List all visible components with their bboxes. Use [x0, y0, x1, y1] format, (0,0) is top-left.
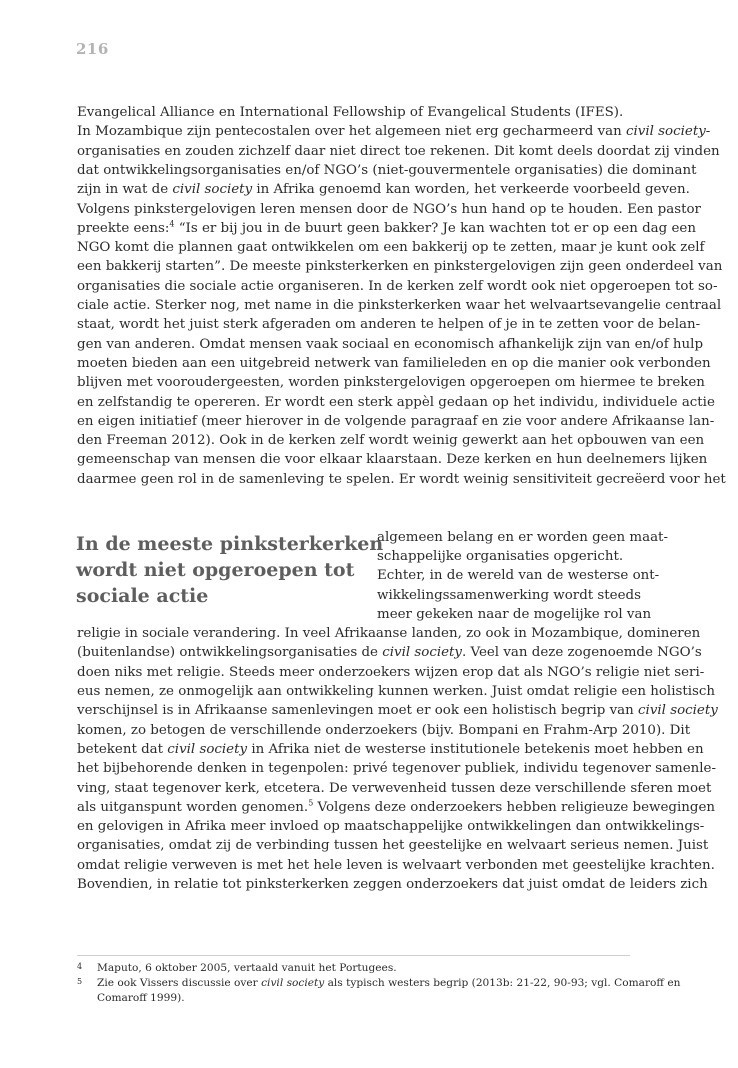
- text-line: organisaties, omdat zij de verbinding tussen het geestelijke en welvaart serieus nemen. Juist: [77, 838, 709, 854]
- text-line: en eigen initiatief (meer hierover in de volgende paragraaf en zie voor andere Afrikaanse lan-: [77, 413, 715, 429]
- pull-quote-line: sociale actie: [76, 585, 209, 607]
- footnote-divider: [77, 955, 630, 956]
- text-line: en zelfstandig te opereren. Er wordt een sterk appèl gedaan op het individu, individuele actie: [77, 394, 715, 410]
- text-line: zijn in wat de civil society in Afrika genoemd kan worden, het verkeerde voorbeeld geven.: [77, 182, 690, 198]
- footnote-text: Maputo, 6 oktober 2005, vertaald vanuit het Portugees.: [97, 962, 397, 974]
- footnote-text: Zie ook Vissers discussie over civil society als typisch westers begrip (2013b: 21-22, 90-93; vgl. Comaroff en: [97, 977, 681, 989]
- text-line: organisaties en zouden zichzelf daar niet direct toe rekenen. Dit komt deels doordat zij vinden: [77, 143, 720, 159]
- text-line: staat, wordt het juist sterk afgeraden om anderen te helpen of je in te zetten voor de belan-: [77, 317, 701, 333]
- text-line: religie in sociale verandering. In veel Afrikaanse landen, zo ook in Mozambique, domineren: [77, 626, 701, 642]
- text-line: den Freeman 2012). Ook in de kerken zelf wordt weinig gewerkt aan het opbouwen van een: [77, 433, 705, 449]
- pull-quote-line: In de meeste pinksterkerken: [76, 533, 384, 555]
- text-line: gemeenschap van mensen die voor elkaar klaarstaan. Deze kerken en hun deelnemers lijken: [77, 452, 708, 468]
- text-line: schappelijke organisaties opgericht.: [377, 548, 624, 564]
- text-line: ciale actie. Sterker nog, met name in die pinksterkerken waar het welvaartsevangelie centraal: [77, 298, 722, 313]
- text-line: algemeen belang en er worden geen maat-: [377, 529, 668, 545]
- text-line: organisaties die sociale actie organiseren. In de kerken zelf wordt ook niet opgeroepen tot so-: [77, 278, 718, 294]
- text-line: Evangelical Alliance en International Fellowship of Evangelical Students (IFES).: [77, 105, 624, 120]
- text-line: Echter, in de wereld van de westerse ont-: [377, 568, 660, 584]
- text-line: eus nemen, ze onmogelijk aan ontwikkeling kunnen werken. Juist omdat religie een holistisch: [77, 684, 716, 699]
- text-line: een bakkerij starten”. De meeste pinksterkerken en pinkstergelovigen zijn geen onderdeel van: [77, 259, 723, 275]
- text-line: moeten bieden aan een uitgebreid netwerk van familieleden en op die manier ook verbonden: [77, 355, 711, 371]
- text-line: als uitganspunt worden genomen.$^5$ Volgens deze onderzoekers hebben religieuze bewegingen: [77, 798, 716, 815]
- text-line: Volgens pinkstergelovigen leren mensen door de NGO’s hun hand op te houden. Een pastor: [77, 201, 701, 217]
- pull-quote-line: wordt niet opgeroepen tot: [76, 559, 355, 581]
- text-line: Bovendien, in relatie tot pinksterkerken zeggen onderzoekers dat juist omdat de leiders zich: [77, 877, 708, 892]
- page-number: 216: [76, 40, 109, 58]
- text-line: blijven met vooroudergeesten, worden pinkstergelovigen opgeroepen om hiermee te breken: [77, 375, 705, 391]
- text-line: en gelovigen in Afrika meer invloed op maatschappelijke ontwikkelingen dan ontwikkelings-: [77, 819, 705, 835]
- text-line: wikkelingssamenwerking wordt steeds: [377, 587, 641, 603]
- text-line: betekent dat civil society in Afrika niet de westerse institutionele betekenis moet hebben en: [77, 741, 704, 757]
- text-line: komen, zo betogen de verschillende onderzoekers (bijv. Bompani en Frahm-Arp 2010). Dit: [77, 722, 691, 738]
- text-line: daarmee geen rol in de samenleving te spelen. Er wordt weinig sensitiviteit gecreëerd voor het: [77, 471, 726, 487]
- text-line: doen niks met religie. Steeds meer onderzoekers wijzen erop dat als NGO’s religie niet seri-: [77, 664, 705, 680]
- footnote-text: Comaroff 1999).: [97, 992, 185, 1004]
- text-line: dat ontwikkelingsorganisaties en/of NGO’s (niet-gouvermentele organisaties) die dominant: [77, 162, 697, 178]
- text-line: gen van anderen. Omdat mensen vaak sociaal en economisch afhankelijk zijn van en/of hulp: [77, 336, 704, 352]
- text-line: (buitenlandse) ontwikkelingsorganisaties de civil society. Veel van deze zogenoemde NGO’s: [77, 645, 702, 661]
- footnote-mark: 4: [77, 962, 83, 971]
- text-line: preekte eens:$^4$ “Is er bij jou in de buurt geen bakker? Je kan wachten tot er op een dag een: [77, 219, 696, 236]
- text-line: In Mozambique zijn pentecostalen over het algemeen niet erg gecharmeerd van civil society-: [77, 124, 711, 140]
- text-line: meer gekeken naar de mogelijke rol van: [377, 606, 652, 622]
- text-line: het bijbehorende denken in tegenpolen: privé tegenover publiek, individu tegenover samenle-: [77, 761, 716, 777]
- text-line: ving, staat tegenover kerk, etcetera. De verwevenheid tussen deze verschillende sferen moet: [77, 780, 712, 796]
- text-line: omdat religie verweven is met het hele leven is welvaart verbonden met geestelijke krachten.: [77, 857, 715, 873]
- pull-quote-heading: [76, 531, 384, 609]
- text-line: NGO komt die plannen gaat ontwikkelen om een bakkerij op te zetten, maar je kunt ook zelf: [77, 240, 705, 256]
- footnote-mark: 5: [77, 977, 83, 986]
- text-line: verschijnsel is in Afrikaanse samenlevingen moet er ook een holistisch begrip van civil society: [77, 703, 718, 719]
